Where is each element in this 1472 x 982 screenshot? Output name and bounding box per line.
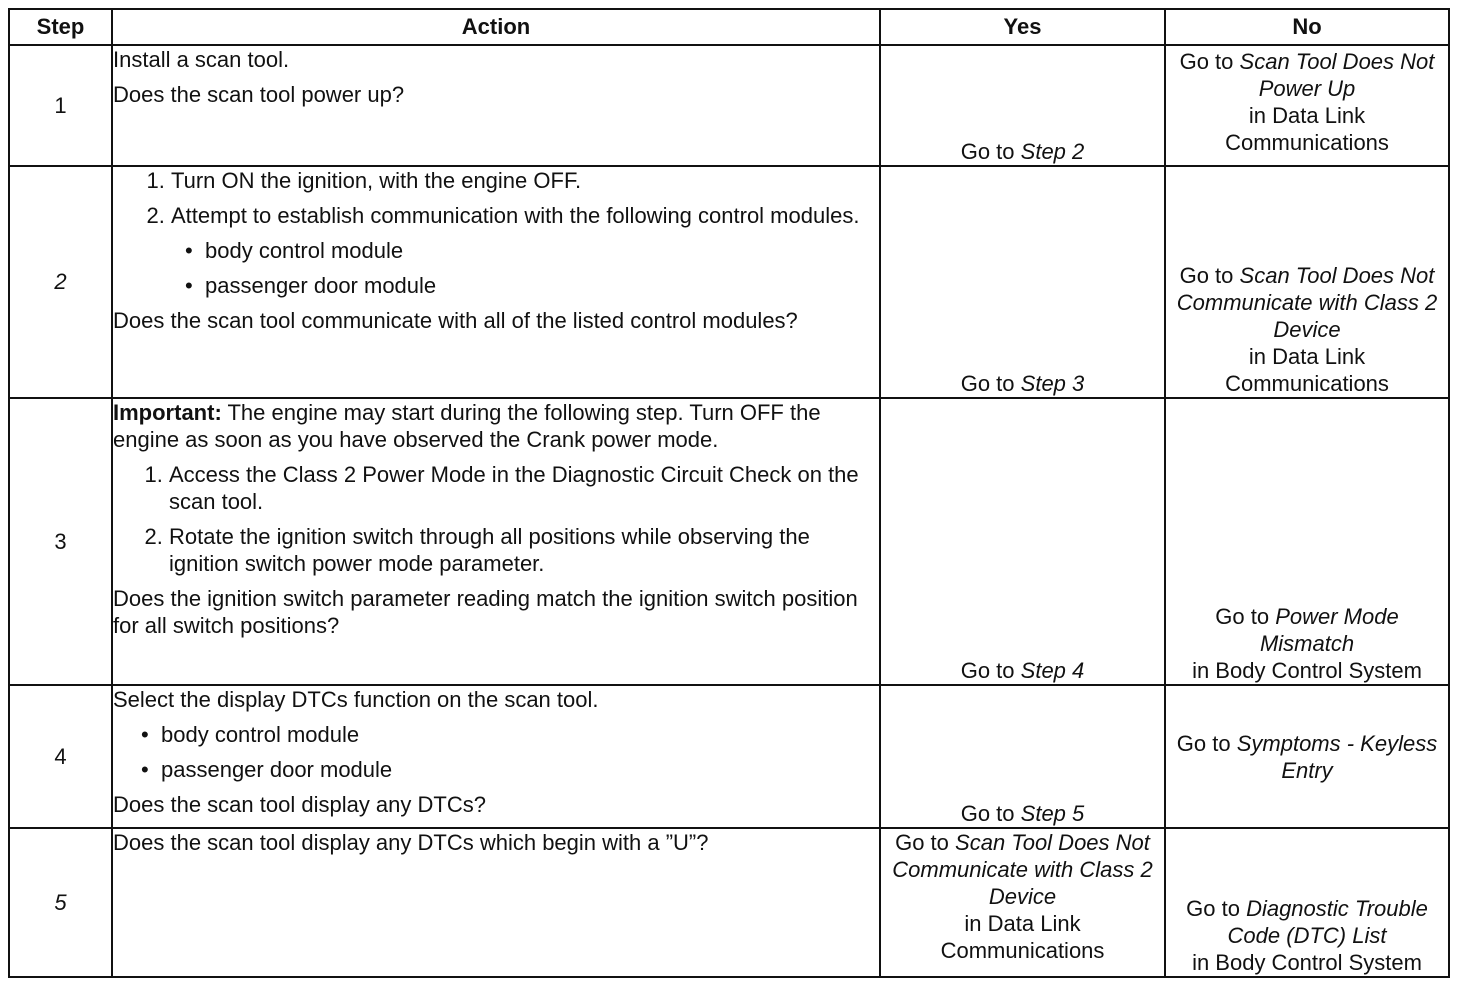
no-cell — [1165, 45, 1449, 166]
yes-link[interactable]: Step 2 — [1020, 139, 1085, 164]
action-cell — [112, 45, 880, 166]
yes-cell — [880, 166, 1165, 398]
no-cell — [1165, 166, 1449, 398]
table-row — [9, 45, 1449, 166]
yes-cell — [880, 45, 1165, 166]
table-row — [9, 166, 1449, 398]
action-cell — [112, 828, 880, 977]
yes-link[interactable]: Step 4 — [1020, 658, 1085, 683]
yes-suffix: in Data Link Communications — [940, 911, 1105, 963]
bullet-item: • body control module — [205, 237, 879, 264]
action-question: Does the scan tool power up? — [113, 82, 405, 107]
bullet-item: • passenger door module — [205, 272, 879, 299]
yes-cell — [880, 828, 1165, 977]
header-no: No — [1165, 9, 1449, 45]
step-number: 3 — [9, 398, 112, 685]
no-prefix: Go to — [1186, 896, 1240, 921]
numbered-list — [113, 167, 879, 299]
no-suffix: in Body Control System — [1192, 950, 1422, 975]
table-row — [9, 398, 1449, 685]
yes-prefix: Go to — [895, 830, 949, 855]
header-row — [9, 9, 1449, 45]
action-question: Does the ignition switch parameter reading match the ignition switch position for all switch positions? — [113, 586, 858, 638]
bullet-item: • passenger door module — [161, 756, 879, 783]
list-item: 1. Turn ON the ignition, with the engine OFF. — [171, 167, 879, 194]
action-question: Does the scan tool display any DTCs which begin with a ”U”? — [113, 830, 709, 855]
header-step: Step — [9, 9, 112, 45]
bullet-item: • body control module — [161, 721, 879, 748]
action-question: Does the scan tool display any DTCs? — [113, 792, 486, 817]
no-prefix: Go to — [1179, 263, 1234, 288]
yes-prefix: Go to — [960, 371, 1015, 396]
no-prefix: Go to — [1215, 604, 1270, 629]
no-cell — [1165, 398, 1449, 685]
action-cell — [112, 398, 880, 685]
important-note — [113, 399, 879, 453]
step-number: 5 — [9, 828, 112, 977]
yes-link[interactable]: Step 5 — [1020, 801, 1085, 826]
list-item-text: Attempt to establish communication with the following control modules. — [171, 203, 860, 228]
yes-cell — [880, 398, 1165, 685]
diagnostic-table — [8, 8, 1450, 978]
yes-link[interactable]: Step 3 — [1020, 371, 1085, 396]
action-cell — [112, 685, 880, 828]
no-link[interactable]: Diagnostic Trouble Code (DTC) List — [1227, 896, 1428, 948]
list-item: 2. Rotate the ignition switch through all positions while observing the ignition switch power mode parameter. — [169, 523, 879, 577]
no-suffix: in Body Control System — [1192, 658, 1422, 683]
action-cell — [112, 166, 880, 398]
important-text: The engine may start during the following step. Turn OFF the engine as soon as you have observed the Crank power mode. — [113, 400, 821, 452]
yes-link[interactable]: Scan Tool Does Not Communicate with Class 2 Device — [892, 830, 1153, 909]
no-link[interactable]: Symptoms - Keyless Entry — [1236, 730, 1438, 783]
yes-prefix: Go to — [960, 801, 1015, 826]
no-prefix: Go to — [1176, 730, 1231, 756]
bullet-list — [171, 237, 879, 299]
no-link[interactable]: Scan Tool Does Not Communicate with Class 2 Device — [1176, 263, 1438, 342]
header-action: Action — [112, 9, 880, 45]
table-row — [9, 685, 1449, 828]
important-label: Important: — [113, 400, 222, 425]
no-cell — [1165, 828, 1449, 977]
no-link[interactable]: Power Mode Mismatch — [1259, 604, 1399, 656]
step-number: 2 — [9, 166, 112, 398]
action-text: Install a scan tool. — [113, 47, 290, 72]
action-question: Does the scan tool communicate with all of the listed control modules? — [113, 308, 798, 333]
no-link[interactable]: Scan Tool Does Not Power Up — [1239, 49, 1435, 101]
no-cell — [1165, 685, 1449, 828]
no-prefix: Go to — [1179, 49, 1234, 74]
list-item: 1. Access the Class 2 Power Mode in the Diagnostic Circuit Check on the scan tool. — [169, 461, 879, 515]
table-row — [9, 828, 1449, 977]
header-yes: Yes — [880, 9, 1165, 45]
step-number: 1 — [9, 45, 112, 166]
yes-prefix: Go to — [960, 658, 1015, 683]
action-text: Select the display DTCs function on the scan tool. — [113, 687, 599, 712]
no-suffix: in Data Link Communications — [1225, 103, 1389, 155]
bullet-list — [113, 721, 879, 783]
list-item — [171, 202, 879, 299]
yes-cell — [880, 685, 1165, 828]
yes-prefix: Go to — [960, 139, 1015, 164]
step-number: 4 — [9, 685, 112, 828]
no-suffix: in Data Link Communications — [1225, 344, 1389, 396]
numbered-list — [113, 461, 879, 577]
